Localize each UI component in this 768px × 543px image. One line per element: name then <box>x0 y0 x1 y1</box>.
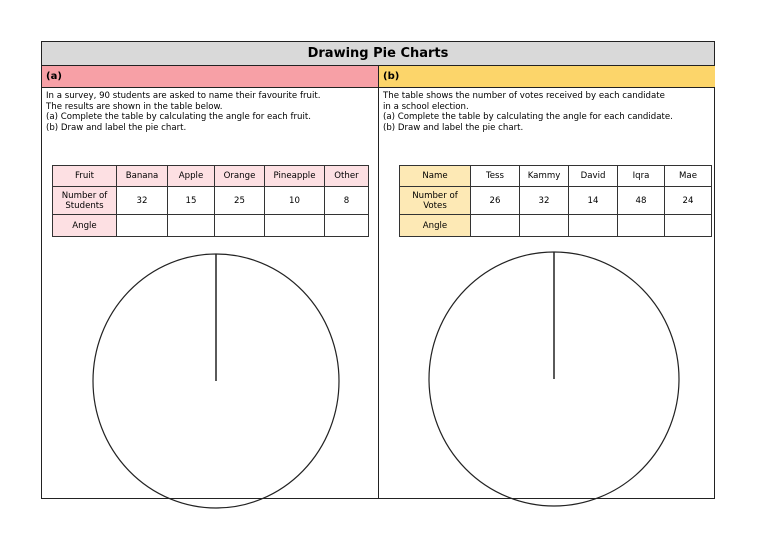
page-title: Drawing Pie Charts <box>42 42 714 66</box>
value-cell: 32 <box>520 187 569 215</box>
part-b-instructions: The table shows the number of votes received by each candidate in a school election. (a) Complete the table by calculating the angle for each candidate. (b) Draw and label the pie chart. <box>383 91 673 133</box>
table-row <box>53 187 369 215</box>
category-cell: Tess <box>471 166 520 187</box>
angle-input-cell[interactable] <box>265 215 325 237</box>
angle-input-cell[interactable] <box>325 215 369 237</box>
angle-input-cell[interactable] <box>520 215 569 237</box>
category-cell: Mae <box>665 166 712 187</box>
value-cell: 15 <box>168 187 215 215</box>
votes-table <box>399 165 712 237</box>
angle-input-cell[interactable] <box>215 215 265 237</box>
angle-input-cell[interactable] <box>618 215 665 237</box>
table-row <box>53 215 369 237</box>
category-cell: David <box>569 166 618 187</box>
part-a-instructions: In a survey, 90 students are asked to name their favourite fruit. The results are shown in the table below. (a) Complete the table by calculating the angle for each fruit. (b) Draw and label the pie chart. <box>46 91 321 133</box>
value-cell: 10 <box>265 187 325 215</box>
angle-header-cell: Angle <box>400 215 471 237</box>
table-row <box>400 215 712 237</box>
angle-input-cell[interactable] <box>117 215 168 237</box>
table-row <box>400 187 712 215</box>
name-header-cell: Name <box>400 166 471 187</box>
value-cell: 26 <box>471 187 520 215</box>
table-row <box>400 166 712 187</box>
value-cell: 14 <box>569 187 618 215</box>
angle-input-cell[interactable] <box>168 215 215 237</box>
count-header-cell: Number of Students <box>53 187 117 215</box>
table-row <box>53 166 369 187</box>
value-cell: 32 <box>117 187 168 215</box>
pie-circle-b[interactable] <box>427 250 681 508</box>
category-cell: Orange <box>215 166 265 187</box>
part-b-label: (b) <box>379 66 715 88</box>
pie-circle-a[interactable] <box>91 252 341 510</box>
value-cell: 25 <box>215 187 265 215</box>
value-cell: 48 <box>618 187 665 215</box>
votes-header-cell: Number of Votes <box>400 187 471 215</box>
fruit-table <box>52 165 369 237</box>
value-cell: 24 <box>665 187 712 215</box>
category-cell: Banana <box>117 166 168 187</box>
panel-part-a <box>42 66 378 499</box>
category-cell: Other <box>325 166 369 187</box>
category-cell: Iqra <box>618 166 665 187</box>
category-cell: Pineapple <box>265 166 325 187</box>
category-cell: Kammy <box>520 166 569 187</box>
worksheet <box>41 41 715 499</box>
angle-header-cell: Angle <box>53 215 117 237</box>
value-cell: 8 <box>325 187 369 215</box>
part-a-label: (a) <box>42 66 378 88</box>
category-cell: Apple <box>168 166 215 187</box>
panel-part-b <box>379 66 715 499</box>
angle-input-cell[interactable] <box>665 215 712 237</box>
angle-input-cell[interactable] <box>569 215 618 237</box>
fruit-header-cell: Fruit <box>53 166 117 187</box>
angle-input-cell[interactable] <box>471 215 520 237</box>
